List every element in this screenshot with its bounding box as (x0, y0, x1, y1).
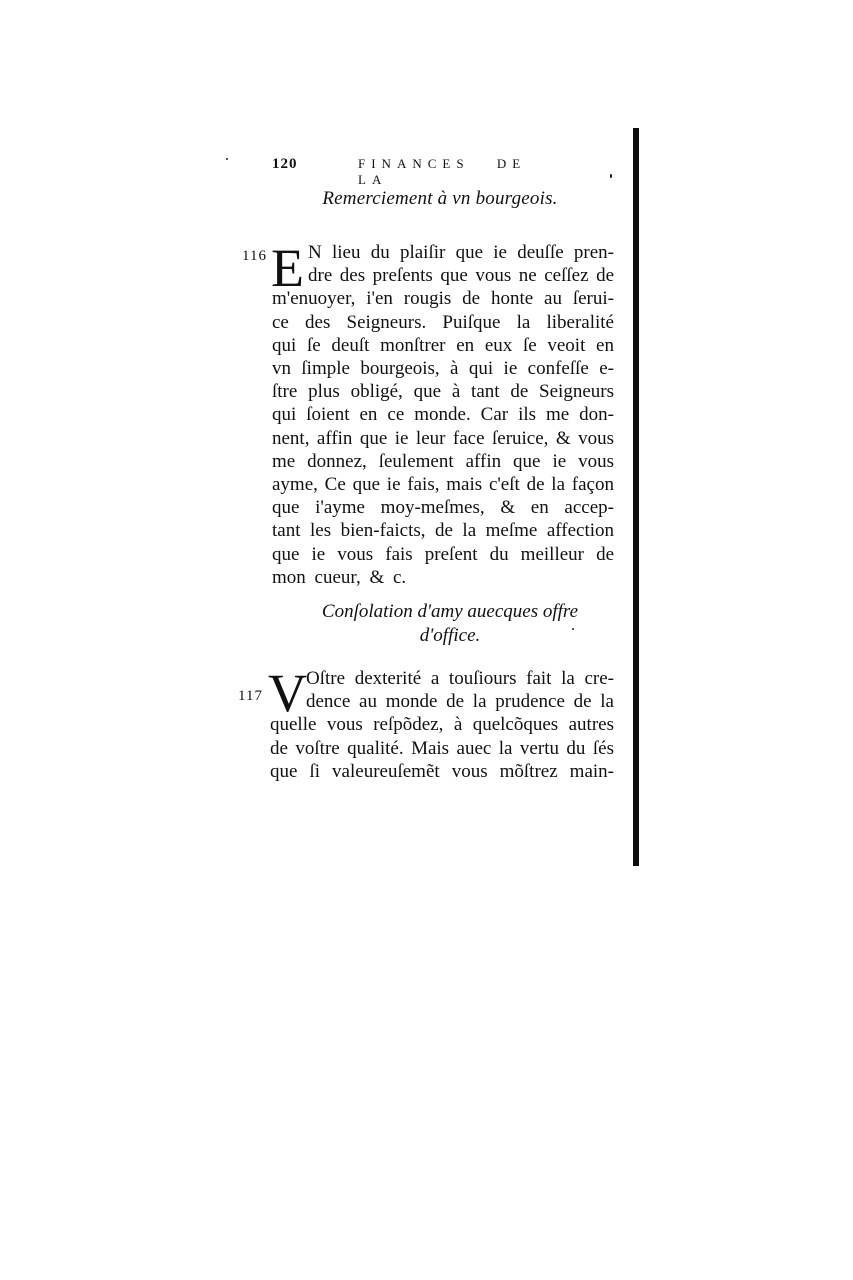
text-line: me donnez, ſeulement affin que ie vous (272, 450, 614, 472)
text-line: de voſtre qualité. Mais auec la vertu du ſés (270, 737, 614, 759)
text-line: que ſi valeureuſemẽt vous mõſtrez main- (270, 760, 614, 782)
ink-speck (610, 174, 612, 178)
drop-cap: E (271, 238, 304, 298)
text-line: qui ſoient en ce monde. Car ils me don- (272, 404, 614, 426)
text-line: dence au monde de la prudence de la (306, 691, 614, 713)
section-title-line: d'office. (419, 625, 481, 646)
text-line: dre des preſents que vous ne ceſſez de (308, 265, 614, 287)
paragraph (268, 663, 614, 783)
text-line: mon cueur, & c. (272, 566, 407, 588)
section-title (300, 600, 600, 648)
text-line: m'enuoyer, i'en rougis de honte au ſerui- (272, 288, 614, 310)
text-line: ce des Seigneurs. Puiſque la liberalité (272, 311, 614, 333)
page-number: 120 (272, 156, 298, 172)
text-line: que i'ayme moy-meſmes, & en accep- (272, 497, 614, 519)
drop-cap: V (268, 663, 307, 723)
text-line: nent, affin que ie leur face ſeruice, & vous (272, 427, 614, 449)
page-edge-rule (633, 128, 639, 866)
section-title-line: Remerciement à vn bourgeois. (322, 188, 558, 209)
text-line: N lieu du plaiſir que ie deuſſe pren- (308, 242, 614, 263)
text-line: vn ſimple bourgeois, à qui ie confeſſe e- (272, 358, 614, 380)
running-title: FINANCES DE LA (358, 156, 527, 187)
text-line: quelle vous reſpõdez, à quelcõques autres (270, 714, 614, 736)
marginal-number: 117 (238, 688, 263, 704)
text-line: que ie vous fais preſent du meilleur de (272, 543, 614, 565)
running-head (272, 156, 562, 187)
text-line: ſtre plus obligé, que à tant de Seigneurs (272, 381, 614, 403)
text-line: qui ſe deuſt monſtrer en eux ſe veoit en (272, 334, 614, 356)
section-title-line: Conſolation d'amy auecques offre (321, 601, 579, 622)
text-line: ayme, Ce que ie fais, mais c'eſt de la façon (272, 474, 614, 496)
text-line: Oſtre dexterité a touſiours fait la cre- (306, 668, 614, 689)
text-line: tant les bien-faicts, de la meſme affection (272, 520, 614, 542)
marginal-number: 116 (242, 248, 267, 264)
ink-speck (226, 158, 228, 160)
paragraph (271, 238, 614, 589)
section-title (300, 188, 580, 210)
